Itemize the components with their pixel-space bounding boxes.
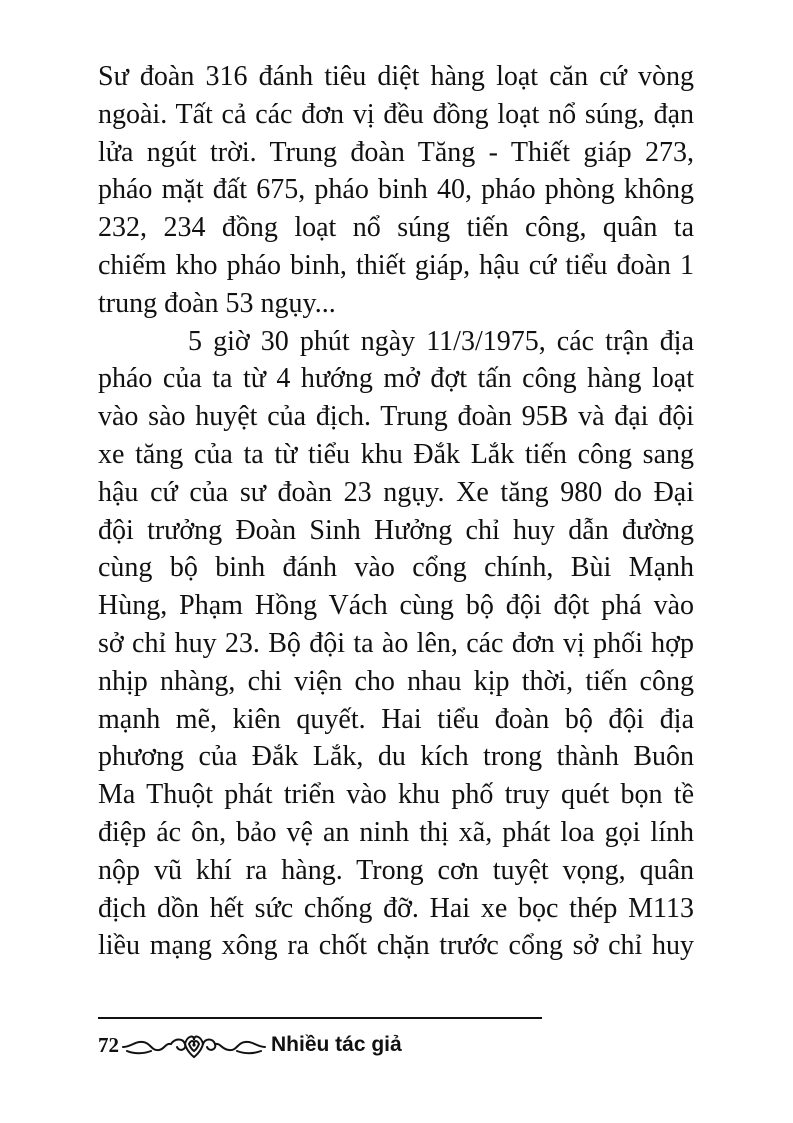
text-line: Ma Thuột phát triển vào khu phố truy quét bọn tề — [98, 779, 694, 811]
text-line: đội trưởng Đoàn Sinh Hưởng chỉ huy dẫn đường — [98, 514, 694, 546]
text-line: nhịp nhàng, chi viện cho nhau kịp thời, tiến công — [98, 665, 694, 697]
text-line: 5 giờ 30 phút ngày 11/3/1975, các trận địa — [188, 325, 694, 357]
text-line: 232, 234 đồng loạt nổ súng tiến công, quân ta — [98, 212, 694, 244]
text-line: nộp vũ khí ra hàng. Trong cơn tuyệt vọng, quân — [98, 854, 694, 886]
page-number: 72 — [98, 1033, 119, 1057]
text-line: xe tăng của ta từ tiểu khu Đắk Lắk tiến công sang — [98, 438, 694, 470]
text-line: liều mạng xông ra chốt chặn trước cổng sở chỉ huy — [98, 930, 694, 962]
text-line: chiếm kho pháo binh, thiết giáp, hậu cứ tiểu đoàn 1 — [98, 249, 694, 281]
text-line: địch dồn hết sức chống đỡ. Hai xe bọc thép M113 — [98, 892, 694, 924]
text-line: điệp ác ôn, bảo vệ an ninh thị xã, phát loa gọi lính — [98, 816, 694, 848]
text-line: vào sào huyệt của địch. Trung đoàn 95B và đại đội — [98, 401, 694, 433]
text-line: hậu cứ của sư đoàn 23 ngụy. Xe tăng 980 do Đại — [98, 476, 694, 508]
text-line: Sư đoàn 316 đánh tiêu diệt hàng loạt căn cứ vòng — [98, 61, 694, 92]
text-line: ngoài. Tất cả các đơn vị đều đồng loạt nổ súng, đạn — [98, 98, 694, 130]
text-line: Hùng, Phạm Hồng Vách cùng bộ đội đột phá vào — [98, 590, 694, 622]
paragraph-2 — [98, 323, 694, 966]
text-line: lửa ngút trời. Trung đoàn Tăng - Thiết giáp 273, — [98, 136, 694, 168]
text-line: pháo mặt đất 675, pháo binh 40, pháo phòng không — [98, 174, 694, 206]
footer-divider — [98, 1017, 542, 1019]
paragraph-1 — [98, 58, 694, 323]
text-line: pháo của ta từ 4 hướng mở đợt tấn công hàng loạt — [98, 363, 694, 395]
text-line: mạnh mẽ, kiên quyết. Hai tiểu đoàn bộ đội địa — [98, 703, 694, 735]
page-footer — [98, 1028, 402, 1062]
text-line: trung đoàn 53 ngụy... — [98, 287, 336, 319]
text-line: cùng bộ binh đánh vào cổng chính, Bùi Mạnh — [98, 552, 694, 584]
page-body — [98, 58, 694, 965]
author-name: Nhiều tác giả — [271, 1033, 402, 1056]
text-line: sở chỉ huy 23. Bộ đội ta ào lên, các đơn vị phối hợp — [98, 627, 694, 659]
swirl-ornament-icon — [121, 1030, 267, 1060]
text-line: phương của Đắk Lắk, du kích trong thành Buôn — [98, 741, 694, 773]
